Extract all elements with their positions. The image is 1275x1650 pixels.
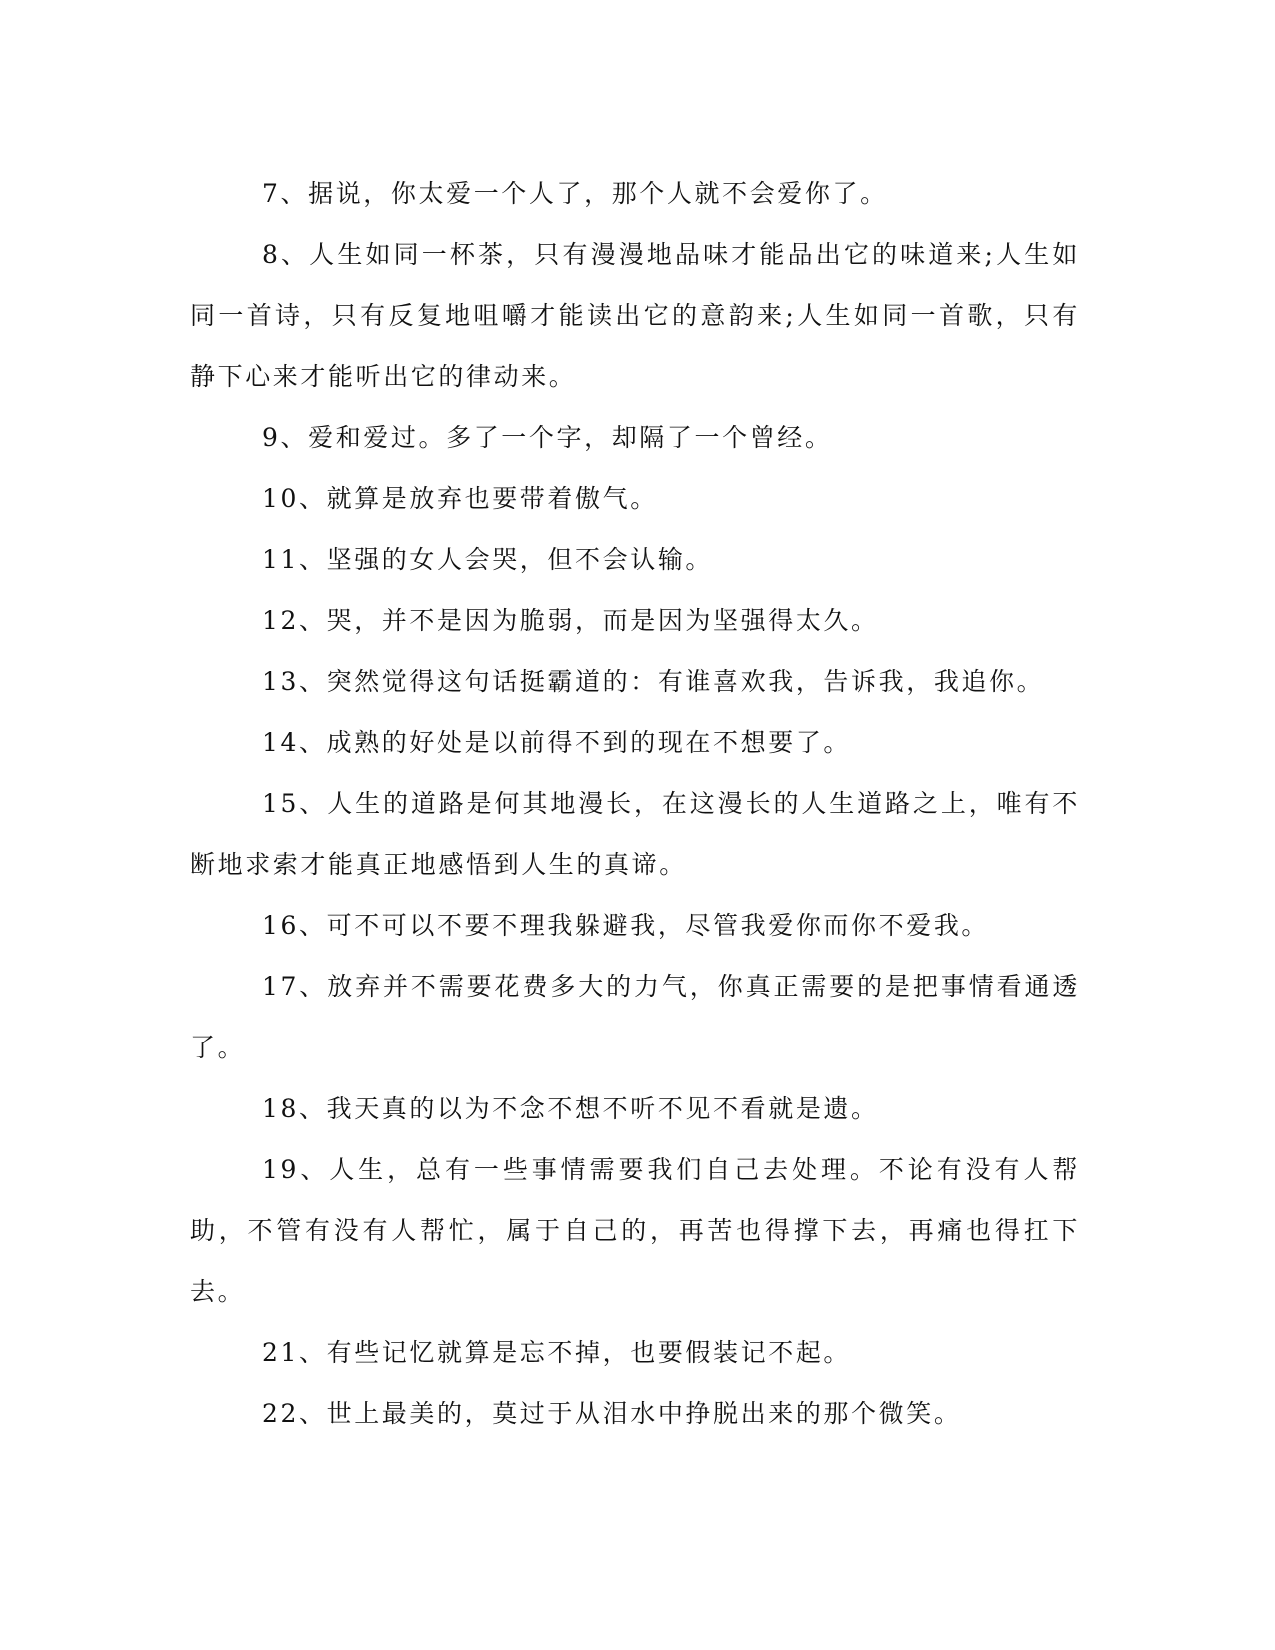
paragraph-22: 22、世上最美的，莫过于从泪水中挣脱出来的那个微笑。 [262, 1399, 962, 1428]
document-body [190, 163, 1080, 1444]
paragraph-12: 12、哭，并不是因为脆弱，而是因为坚强得太久。 [262, 606, 879, 635]
paragraph-15: 15、人生的道路是何其地漫长，在这漫长的人生道路之上，唯有不断地求索才能真正地感悟到人生的真谛。 [190, 789, 1080, 879]
paragraph-17: 17、放弃并不需要花费多大的力气，你真正需要的是把事情看通透了。 [190, 972, 1080, 1062]
paragraph-21: 21、有些记忆就算是忘不掉，也要假装记不起。 [262, 1338, 852, 1367]
paragraph-11: 11、坚强的女人会哭，但不会认输。 [262, 545, 714, 574]
paragraph-16: 16、可不可以不要不理我躲避我，尽管我爱你而你不爱我。 [262, 911, 990, 940]
paragraph-8: 8、人生如同一杯茶，只有漫漫地品味才能品出它的味道来;人生如同一首诗，只有反复地咀嚼才能读出它的意韵来;人生如同一首歌，只有静下心来才能听出它的律动来。 [190, 240, 1080, 391]
paragraph-10: 10、就算是放弃也要带着傲气。 [262, 484, 658, 513]
paragraph-13: 13、突然觉得这句话挺霸道的：有谁喜欢我，告诉我，我追你。 [262, 667, 1045, 696]
paragraph-9: 9、爱和爱过。多了一个字，却隔了一个曾经。 [262, 423, 833, 452]
paragraph-14: 14、成熟的好处是以前得不到的现在不想要了。 [262, 728, 852, 757]
paragraph-7: 7、据说，你太爱一个人了，那个人就不会爱你了。 [262, 179, 888, 208]
paragraph-18: 18、我天真的以为不念不想不听不见不看就是遗。 [262, 1094, 879, 1123]
paragraph-19: 19、人生，总有一些事情需要我们自己去处理。不论有没有人帮助，不管有没有人帮忙，属于自己的，再苦也得撑下去，再痛也得扛下去。 [190, 1155, 1080, 1306]
